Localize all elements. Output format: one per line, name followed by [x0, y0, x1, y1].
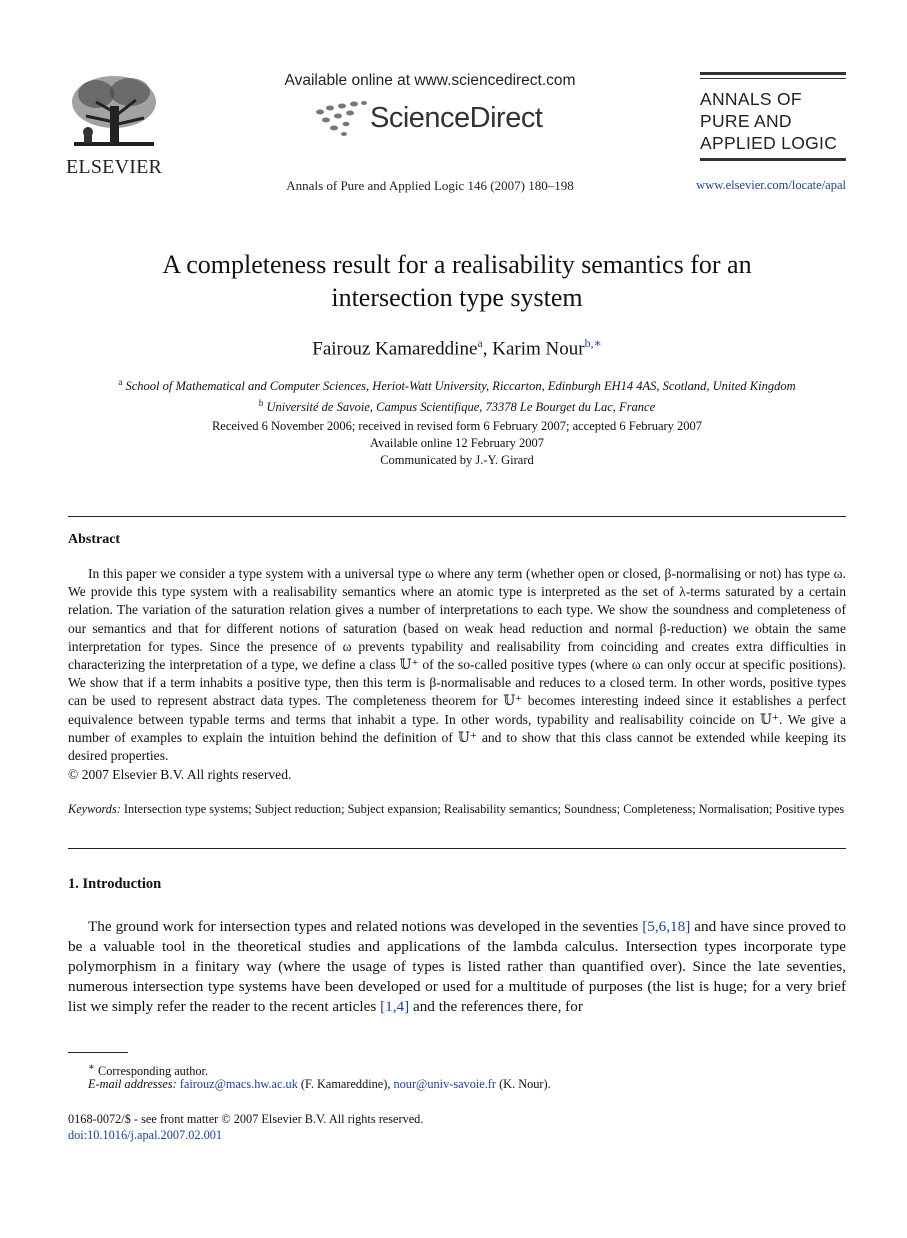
footnote-rule — [68, 1052, 128, 1053]
author-list: Fairouz Kamareddine$^a$, Karim Nour$^{b,∗}$ — [312, 336, 602, 360]
journal-reference: Annals of Pure and Applied Logic 146 (2007) 180–198 — [286, 178, 574, 193]
masthead-rule — [700, 158, 846, 161]
corresponding-author-note: ∗ Corresponding author. — [88, 1062, 209, 1079]
divider — [68, 516, 846, 517]
available-online-text: Available online at www.sciencedirect.com — [284, 72, 576, 89]
author-name: Fairouz Kamareddine — [312, 338, 478, 360]
elsevier-tree-icon — [66, 72, 162, 154]
affiliations — [68, 374, 846, 416]
abstract-heading: Abstract — [68, 532, 121, 547]
affiliation-marker[interactable]: a — [477, 336, 483, 350]
keywords-list: Intersection type systems; Subject reduction; Subject expansion; Realisability semantics; Soundness; Completeness; Normalisation; Positive types — [120, 802, 845, 816]
email-link[interactable]: nour@univ-savoie.fr — [393, 1077, 497, 1091]
abstract-body — [68, 565, 846, 784]
section-heading: 1. Introduction — [68, 876, 162, 892]
sciencedirect-dots-icon — [314, 100, 370, 140]
sciencedirect-header — [270, 72, 590, 194]
abstract-text: In this paper we consider a type system with a universal type ω where any term (whether open or closed, β-normalising or not) has type ω. We provide this type system with a realisability semantics where an atomic type is interpreted as the set of λ-terms saturated by a certain relation. The variation of the saturation relation gives a number of interpretations to each type. We show the soundness and completeness of our semantics and that for different notions of saturation (based on weak head reduction and normal β-reduction) we obtain the same interpretation for types. Since the presence of ω prevents typability and realisability from coinciding and creates extra difficulties in characterizing the interpretation of a type, we define a class 𝕌⁺ of the so-called positive types (where ω can only occur at specific positions). We show that if a term inhabits a positive type, then this term is β-normalisable and reduces to a closed term. In other words, positive types can be used to represent abstract data types. The completeness theorem for 𝕌⁺ becomes interesting indeed since it establishes a perfect equivalence between typable terms and terms that inhabit a type. In other words, typability and realisability coincide on 𝕌⁺. We give a number of examples to explain the intuition behind the definition of 𝕌⁺ and to show that this class cannot be extended while keeping its desired properties. — [68, 566, 846, 764]
sciencedirect-logo — [270, 94, 590, 142]
paper-title: A completeness result for a realisability semantics for an intersection type system — [162, 250, 752, 312]
masthead-rule — [700, 72, 846, 75]
introduction-text: The ground work for intersection types and related notions was developed in the seventies [5,6,18] and have since proved to be a valuable tool in the theoretical studies and applications of the lambda calculus. Intersection types incorporate type polymorphism in a finitary way (where the usage of types is listed rather than quantified over). Since the late seventies, numerous intersection type systems have been developed or used for a multitude of purposes (the list is huge; for a very brief list we simply refer the reader to the recent articles [1,4] and the references there, for — [68, 918, 846, 1015]
issn-line: 0168-0072/$ - see front matter © 2007 Elsevier B.V. All rights reserved. — [68, 1112, 424, 1126]
journal-name: ANNALS OF PURE AND APPLIED LOGIC — [700, 89, 838, 153]
email-addresses: E-mail addresses: fairouz@macs.hw.ac.uk (F. Kamareddine), nour@univ-savoie.fr (K. Nour). — [88, 1077, 551, 1091]
email-link[interactable]: fairouz@macs.hw.ac.uk — [179, 1077, 298, 1091]
sciencedirect-wordmark: ScienceDirect — [370, 102, 543, 134]
keywords — [68, 800, 846, 818]
publisher-name: ELSEVIER — [66, 156, 163, 178]
article-history: Received 6 November 2006; received in revised form 6 February 2007; accepted 6 February 2007 Available online 12 February 2007 Communicated by J.-Y. Girard — [211, 419, 703, 467]
journal-url-link[interactable]: www.elsevier.com/locate/apal — [696, 178, 846, 192]
citation-link[interactable]: [5,6,18] — [642, 918, 691, 935]
doi-link[interactable]: doi:10.1016/j.apal.2007.02.001 — [68, 1128, 223, 1142]
affiliation-marker[interactable]: b,∗ — [584, 336, 602, 350]
keywords-label: Keywords: — [68, 802, 121, 816]
divider — [68, 848, 846, 849]
citation-link[interactable]: [1,4] — [380, 998, 410, 1015]
author-name: Karim Nour — [492, 338, 585, 360]
affiliation-line: $^b$ Université de Savoie, Campus Scientifique, 73378 Le Bourget du Lac, France — [258, 398, 656, 415]
masthead-rule — [700, 78, 846, 79]
affiliation-line: $^a$ School of Mathematical and Computer Sciences, Heriot-Watt University, Riccarton, Edinburgh EH14 4AS, Scotland, United Kingdom — [118, 377, 796, 394]
copyright-notice: © 2007 Elsevier B.V. All rights reserved. — [68, 767, 292, 783]
journal-masthead — [700, 72, 846, 161]
elsevier-logo — [66, 72, 162, 178]
